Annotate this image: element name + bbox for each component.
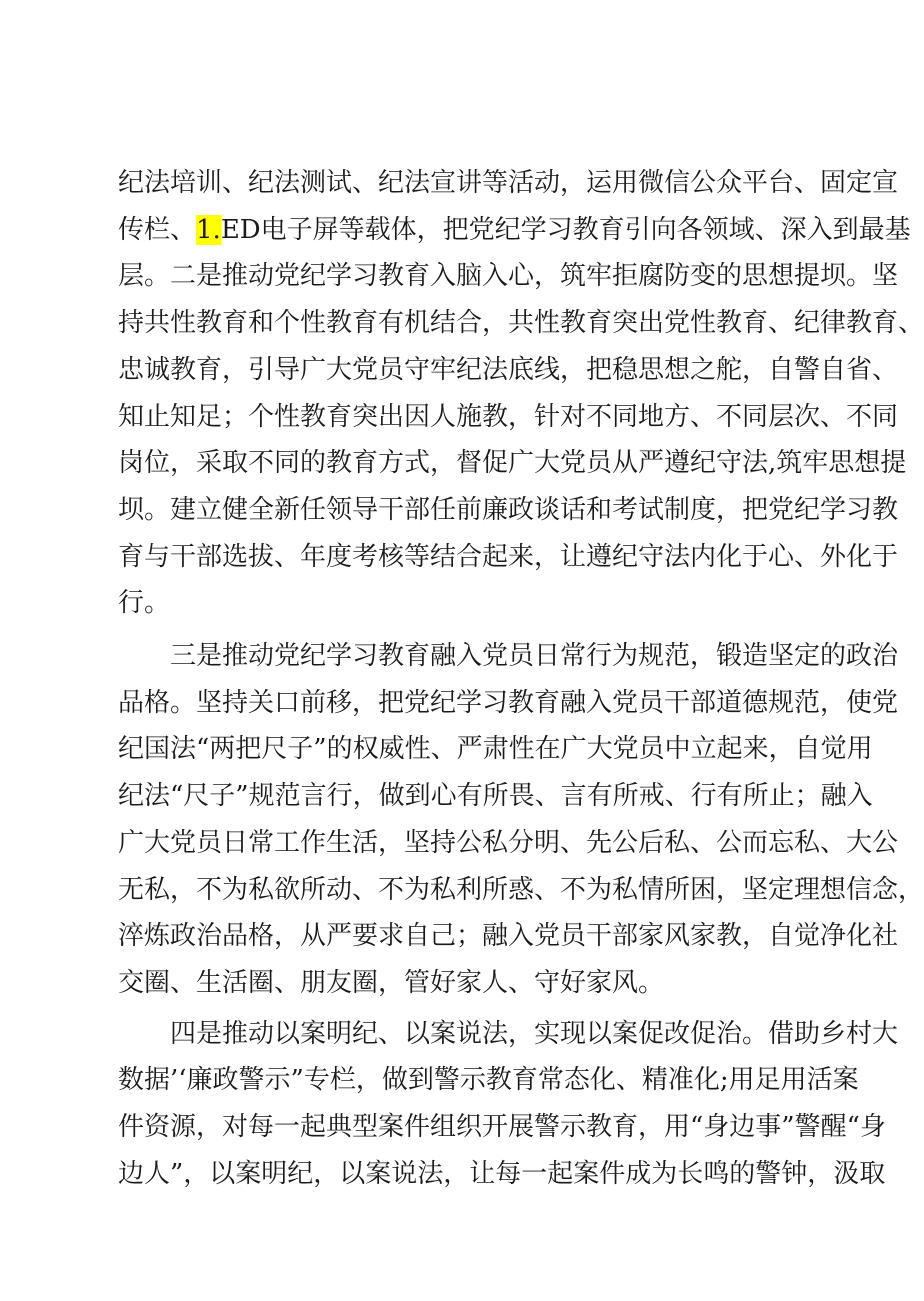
text-line: 坝。建立健全新任领导干部任前廉政谈话和考试制度，把党纪学习教 bbox=[118, 494, 899, 525]
text-line bbox=[118, 207, 911, 254]
text-line: 交圈、生活圈、朋友圈，管好家人、守好家风。 bbox=[118, 967, 665, 998]
paragraph-2 bbox=[118, 633, 924, 1007]
text-line: 行。 bbox=[118, 588, 171, 619]
text-line: 无私，不为私欲所动、不为私利所惑、不为私情所困，坚定理想信念， bbox=[118, 874, 924, 905]
text-line: 纪国法“两把尺子”的权威性、严肃性在广大党员中立起来，自觉用 bbox=[118, 734, 873, 765]
paragraph-1 bbox=[118, 160, 924, 627]
text-span: ED电子屏等载体，把党纪学习教育引向各领域、深入到最基 bbox=[220, 214, 911, 245]
text-line: 纪法培训、纪法测试、纪法宣讲等活动，运用微信公众平台、固定宣 bbox=[118, 168, 899, 198]
text-line: 岗位，采取不同的教育方式，督促广大党员从严遵纪守法,筑牢思想提 bbox=[118, 448, 907, 479]
text-line: 纪法“尺子”规范言行，做到心有所畏、言有所戒、行有所止；融入 bbox=[118, 781, 873, 812]
text-line: 育与干部选拔、年度考核等结合起来，让遵纪守法内化于心、外化于 bbox=[118, 541, 899, 572]
text-line: 知止知足；个性教育突出因人施教，针对不同地方、不同层次、不同 bbox=[118, 401, 899, 432]
text-span: 传栏、 bbox=[118, 214, 197, 245]
text-line: 持共性教育和个性教育有机结合，共性教育突出党性教育、纪律教育、 bbox=[118, 308, 924, 339]
text-line: 淬炼政治品格，从严要求自己；融入党员干部家风家教，自觉净化社 bbox=[118, 921, 899, 952]
highlighted-text: 1. bbox=[196, 214, 221, 245]
document-body bbox=[118, 160, 924, 1197]
text-line: 数据’‘廉政警示”专栏，做到警示教育常态化、精准化;用足用活案 bbox=[118, 1065, 859, 1096]
text-line: 品格。坚持关口前移，把党纪学习教育融入党员干部道德规范，使党 bbox=[118, 687, 899, 718]
text-line: 三是推动党纪学习教育融入党员日常行为规范，锻造坚定的政治 bbox=[170, 641, 899, 672]
paragraph-3 bbox=[118, 1011, 899, 1198]
text-line: 层。二是推动党纪学习教育入脑入心，筑牢拒腐防变的思想提坝。坚 bbox=[118, 261, 899, 292]
text-line: 广大党员日常工作生活，坚持公私分明、先公后私、公而忘私、大公 bbox=[118, 827, 899, 858]
text-line: 件资源，对每一起典型案件组织开展警示教育，用“身边事”警醒“身 bbox=[118, 1112, 886, 1143]
text-line: 忠诚教育，引导广大党员守牢纪法底线，把稳思想之舵，自警自省、 bbox=[118, 354, 899, 385]
text-line: 四是推动以案明纪、以案说法，实现以案促改促治。借助乡村大 bbox=[170, 1018, 899, 1049]
text-line: 边人”，以案明纪，以案说法，让每一起案件成为长鸣的警钟，汲取 bbox=[118, 1158, 886, 1189]
